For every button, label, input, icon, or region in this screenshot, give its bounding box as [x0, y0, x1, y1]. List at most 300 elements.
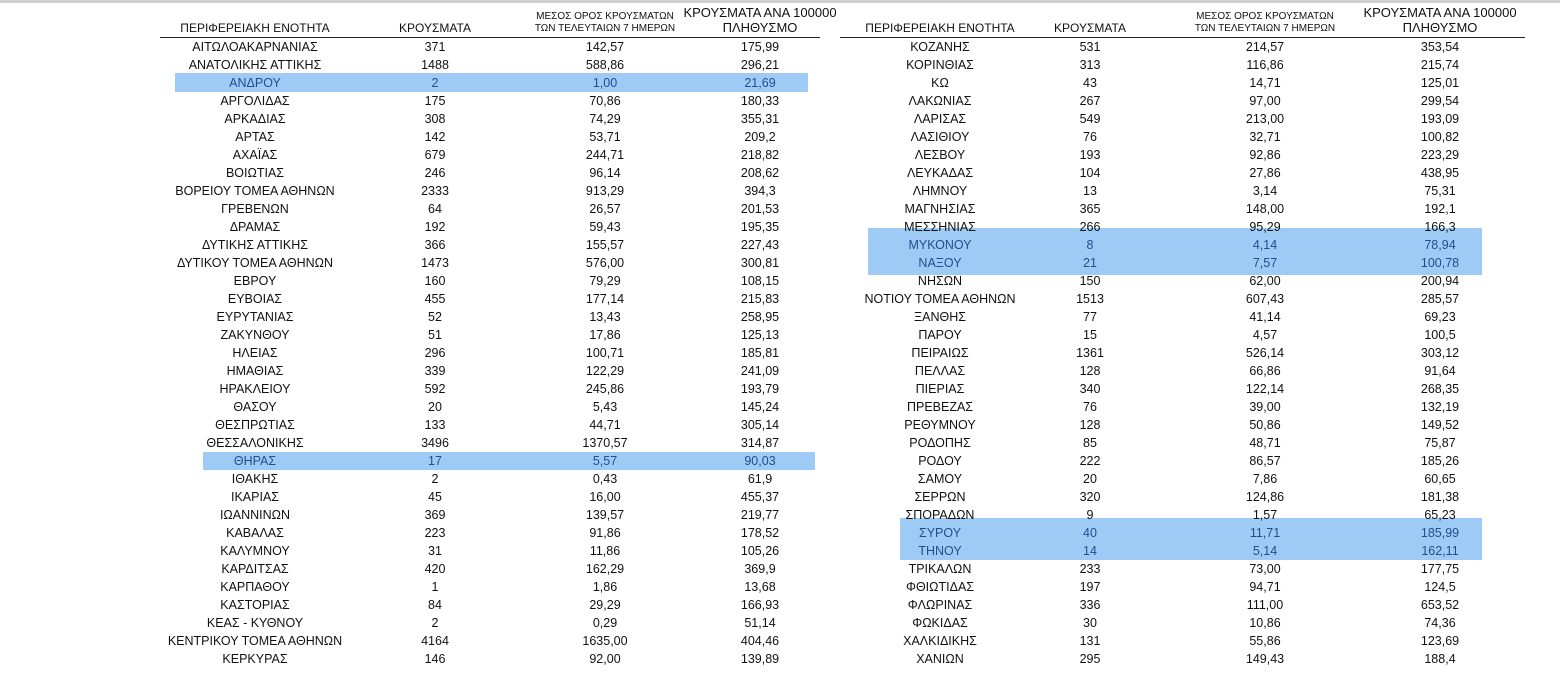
cell-per100k: 195,35: [740, 220, 780, 234]
table-row: [140, 146, 840, 164]
cell-region: ΛΗΜΝΟΥ: [912, 184, 968, 198]
cell-region: ΞΑΝΘΗΣ: [914, 310, 966, 324]
cell-cases: 1513: [1076, 292, 1104, 306]
cell-per100k: 296,21: [740, 58, 780, 72]
cell-per100k: 149,52: [1420, 418, 1460, 432]
cell-avg: 29,29: [589, 598, 621, 612]
cell-per100k: 100,5: [1424, 328, 1456, 342]
cell-per100k: 355,31: [740, 112, 780, 126]
cell-per100k: 166,93: [740, 598, 780, 612]
cell-cases: 76: [1083, 130, 1097, 144]
cell-per100k: 123,69: [1420, 634, 1460, 648]
cell-region: ΘΕΣΠΡΩΤΙΑΣ: [215, 418, 295, 432]
cell-avg: 55,86: [1249, 634, 1281, 648]
table-row: [840, 470, 1540, 488]
cell-cases: 336: [1079, 598, 1101, 612]
cell-per100k: 124,5: [1424, 580, 1456, 594]
table-row: [840, 380, 1540, 398]
cell-cases: 14: [1083, 544, 1097, 558]
cell-region: ΙΚΑΡΙΑΣ: [230, 490, 280, 504]
cell-cases: 4164: [421, 634, 449, 648]
header-cases: ΚΡΟΥΣΜΑΤΑ: [1054, 21, 1126, 35]
cell-per100k: 21,69: [744, 76, 776, 90]
cell-cases: 679: [424, 148, 446, 162]
cell-avg: 11,71: [1249, 526, 1281, 540]
cell-per100k: 178,52: [740, 526, 780, 540]
table-row: [140, 398, 840, 416]
cell-region: ΚΩ: [931, 76, 949, 90]
cell-cases: 1473: [421, 256, 449, 270]
table-row: [140, 110, 840, 128]
table-row: [840, 560, 1540, 578]
cell-per100k: 75,31: [1424, 184, 1456, 198]
left-table-body: [140, 38, 840, 668]
cell-avg: 177,14: [585, 292, 625, 306]
table-row: [840, 164, 1540, 182]
table-row: [140, 200, 840, 218]
cell-avg: 62,00: [1249, 274, 1281, 288]
cell-cases: 133: [424, 418, 446, 432]
cell-cases: 531: [1079, 40, 1101, 54]
cell-avg: 17,86: [589, 328, 621, 342]
cell-region: ΑΡΚΑΔΙΑΣ: [224, 112, 286, 126]
cell-cases: 17: [428, 454, 442, 468]
table-row: [140, 416, 840, 434]
cell-avg: 86,57: [1249, 454, 1281, 468]
cell-cases: 3496: [421, 436, 449, 450]
table-row: [140, 92, 840, 110]
cell-cases: 131: [1079, 634, 1101, 648]
cell-avg: 1,00: [592, 76, 618, 90]
cell-cases: 146: [424, 652, 446, 666]
cell-avg: 11,86: [589, 544, 621, 558]
cell-cases: 31: [428, 544, 442, 558]
cell-cases: 51: [428, 328, 442, 342]
table-row: [140, 632, 840, 650]
table-row: [140, 272, 840, 290]
table-row: [840, 128, 1540, 146]
cell-per100k: 181,38: [1420, 490, 1460, 504]
cell-per100k: 201,53: [740, 202, 780, 216]
header-avg-line2: ΤΩΝ ΤΕΛΕΥΤΑΙΩΝ 7 ΗΜΕΡΩΝ: [534, 23, 676, 34]
cell-per100k: 125,01: [1420, 76, 1460, 90]
cell-region: ΕΥΒΟΙΑΣ: [227, 292, 283, 306]
cell-per100k: 65,23: [1424, 508, 1456, 522]
header-cases: ΚΡΟΥΣΜΑΤΑ: [399, 21, 471, 35]
cell-avg: 116,86: [1246, 58, 1284, 72]
cell-per100k: 60,65: [1424, 472, 1456, 486]
cell-region: ΗΜΑΘΙΑΣ: [226, 364, 284, 378]
cell-cases: 371: [424, 40, 446, 54]
cell-region: ΠΑΡΟΥ: [918, 328, 962, 342]
cell-cases: 266: [1079, 220, 1101, 234]
cell-per100k: 653,52: [1420, 598, 1460, 612]
cell-cases: 296: [424, 346, 446, 360]
cell-avg: 0,29: [592, 616, 618, 630]
cell-cases: 13: [1083, 184, 1097, 198]
table-row: [140, 362, 840, 380]
cell-avg: 149,43: [1245, 652, 1285, 666]
cell-region: ΓΡΕΒΕΝΩΝ: [221, 202, 289, 216]
cell-per100k: 353,54: [1420, 40, 1460, 54]
cell-per100k: 185,26: [1420, 454, 1460, 468]
cell-region: ΑΡΓΟΛΙΔΑΣ: [220, 94, 290, 108]
cell-cases: 308: [424, 112, 446, 126]
cell-avg: 3,14: [1252, 184, 1278, 198]
cell-per100k: 218,82: [740, 148, 780, 162]
table-row: [840, 434, 1540, 452]
cell-per100k: 404,46: [740, 634, 780, 648]
table-row: [840, 506, 1540, 524]
cell-cases: 43: [1083, 76, 1097, 90]
cell-region: ΙΘΑΚΗΣ: [231, 472, 279, 486]
cell-per100k: 219,77: [740, 508, 780, 522]
table-row: [140, 218, 840, 236]
table-row: [840, 236, 1540, 254]
cell-region: ΑΝΑΤΟΛΙΚΗΣ ΑΤΤΙΚΗΣ: [188, 58, 322, 72]
cell-per100k: 200,94: [1420, 274, 1460, 288]
table-row: [140, 452, 840, 470]
cell-cases: 365: [1079, 202, 1101, 216]
cell-cases: 592: [424, 382, 446, 396]
cell-avg: 1370,57: [582, 436, 628, 450]
cell-cases: 339: [424, 364, 446, 378]
cell-per100k: 132,19: [1420, 400, 1460, 414]
cell-avg: 59,43: [589, 220, 621, 234]
cell-region: ΚΑΡΔΙΤΣΑΣ: [221, 562, 289, 576]
cell-per100k: 223,29: [1420, 148, 1460, 162]
cell-per100k: 285,57: [1420, 292, 1460, 306]
cell-avg: 44,71: [589, 418, 621, 432]
cell-cases: 76: [1083, 400, 1097, 414]
right-table: [840, 0, 1540, 676]
cell-cases: 9: [1086, 508, 1094, 522]
table-row: [140, 128, 840, 146]
table-row: [840, 254, 1540, 272]
table-row: [840, 524, 1540, 542]
cell-avg: 155,57: [585, 238, 625, 252]
left-table-header: [140, 0, 840, 38]
cell-avg: 92,00: [589, 652, 621, 666]
cell-region: ΚΑΣΤΟΡΙΑΣ: [220, 598, 290, 612]
cell-per100k: 208,62: [740, 166, 780, 180]
cell-per100k: 74,36: [1424, 616, 1456, 630]
header-per100k-line2: ΠΛΗΘΥΣΜΟ: [722, 20, 798, 35]
cell-cases: 20: [1083, 472, 1097, 486]
cell-per100k: 303,12: [1420, 346, 1460, 360]
cell-cases: 85: [1083, 436, 1097, 450]
table-row: [140, 470, 840, 488]
cell-cases: 8: [1086, 238, 1094, 252]
table-row: [140, 380, 840, 398]
cell-per100k: 215,74: [1420, 58, 1460, 72]
cell-avg: 7,57: [1252, 256, 1278, 270]
cell-avg: 148,00: [1245, 202, 1285, 216]
table-row: [840, 92, 1540, 110]
cell-cases: 222: [1079, 454, 1101, 468]
cell-cases: 52: [428, 310, 442, 324]
table-row: [140, 326, 840, 344]
table-row: [840, 146, 1540, 164]
cell-region: ΧΑΝΙΩΝ: [916, 652, 964, 666]
cell-avg: 66,86: [1249, 364, 1281, 378]
cell-region: ΣΠΟΡΑΔΩΝ: [905, 508, 975, 522]
cell-avg: 588,86: [585, 58, 625, 72]
table-row: [840, 200, 1540, 218]
cell-avg: 74,29: [589, 112, 621, 126]
cell-avg: 244,71: [585, 148, 625, 162]
cell-avg: 5,57: [592, 454, 618, 468]
cell-cases: 246: [424, 166, 446, 180]
cell-avg: 111,00: [1246, 598, 1284, 612]
table-row: [140, 182, 840, 200]
cell-region: ΣΥΡΟΥ: [918, 526, 962, 540]
cell-cases: 84: [428, 598, 442, 612]
cell-region: ΚΑΡΠΑΘΟΥ: [220, 580, 290, 594]
cell-per100k: 125,13: [740, 328, 780, 342]
cell-per100k: 185,81: [740, 346, 780, 360]
table-row: [840, 578, 1540, 596]
cell-per100k: 75,87: [1424, 436, 1456, 450]
cell-avg: 124,86: [1245, 490, 1285, 504]
cell-region: ΠΡΕΒΕΖΑΣ: [906, 400, 974, 414]
cell-avg: 7,86: [1252, 472, 1278, 486]
cell-per100k: 215,83: [740, 292, 780, 306]
table-row: [140, 488, 840, 506]
cell-avg: 53,71: [589, 130, 621, 144]
cell-per100k: 145,24: [740, 400, 780, 414]
cell-per100k: 78,94: [1424, 238, 1456, 252]
header-avg-line1: ΜΕΣΟΣ ΟΡΟΣ ΚΡΟΥΣΜΑΤΩΝ: [536, 11, 674, 22]
cell-cases: 549: [1079, 112, 1101, 126]
cell-avg: 122,29: [585, 364, 625, 378]
header-region: ΠΕΡΙΦΕΡΕΙΑΚΗ ΕΝΟΤΗΤΑ: [865, 21, 1015, 35]
cell-cases: 20: [428, 400, 442, 414]
cell-region: ΚΟΡΙΝΘΙΑΣ: [906, 58, 974, 72]
cell-cases: 40: [1083, 526, 1097, 540]
cell-avg: 1,86: [592, 580, 618, 594]
table-row: [840, 398, 1540, 416]
cell-region: ΔΥΤΙΚΗΣ ΑΤΤΙΚΗΣ: [202, 238, 308, 252]
cell-region: ΡΟΔΟΠΗΣ: [909, 436, 971, 450]
cell-region: ΔΡΑΜΑΣ: [229, 220, 281, 234]
cell-region: ΧΑΛΚΙΔΙΚΗΣ: [903, 634, 977, 648]
table-row: [840, 272, 1540, 290]
cell-region: ΝΑΞΟΥ: [918, 256, 962, 270]
cell-per100k: 192,1: [1424, 202, 1456, 216]
cell-avg: 14,71: [1249, 76, 1281, 90]
table-row: [140, 236, 840, 254]
table-row: [140, 524, 840, 542]
cell-per100k: 438,95: [1420, 166, 1460, 180]
table-row: [840, 182, 1540, 200]
cell-region: ΜΕΣΣΗΝΙΑΣ: [904, 220, 976, 234]
cell-cases: 369: [424, 508, 446, 522]
cell-avg: 73,00: [1249, 562, 1281, 576]
cell-region: ΑΧΑΪΑΣ: [232, 148, 278, 162]
table-row: [840, 650, 1540, 668]
cell-avg: 92,86: [1249, 148, 1281, 162]
cell-cases: 233: [1079, 562, 1101, 576]
cell-avg: 13,43: [589, 310, 621, 324]
table-row: [140, 254, 840, 272]
cell-cases: 30: [1083, 616, 1097, 630]
cell-cases: 1488: [421, 58, 449, 72]
cell-per100k: 188,4: [1424, 652, 1456, 666]
cell-per100k: 61,9: [747, 472, 773, 486]
table-row: [840, 542, 1540, 560]
cell-cases: 21: [1083, 256, 1097, 270]
cell-region: ΗΛΕΙΑΣ: [232, 346, 278, 360]
cell-cases: 160: [424, 274, 446, 288]
table-row: [840, 614, 1540, 632]
header-region: ΠΕΡΙΦΕΡΕΙΑΚΗ ΕΝΟΤΗΤΑ: [180, 21, 330, 35]
cell-avg: 213,00: [1245, 112, 1285, 126]
cell-per100k: 91,64: [1424, 364, 1456, 378]
cell-cases: 320: [1079, 490, 1101, 504]
table-row: [840, 308, 1540, 326]
cell-per100k: 100,78: [1420, 256, 1460, 270]
cell-region: ΑΝΔΡΟΥ: [229, 76, 281, 90]
cell-region: ΤΗΝΟΥ: [918, 544, 962, 558]
table-row: [140, 56, 840, 74]
table-row: [140, 38, 840, 56]
cell-avg: 4,57: [1252, 328, 1278, 342]
header-per100k-line1: ΚΡΟΥΣΜΑΤΑ ΑΝΑ 100000: [1363, 5, 1517, 20]
cell-avg: 27,86: [1249, 166, 1281, 180]
table-row: [840, 416, 1540, 434]
cell-region: ΠΙΕΡΙΑΣ: [915, 382, 965, 396]
cell-region: ΠΕΛΛΑΣ: [914, 364, 966, 378]
cell-cases: 1361: [1076, 346, 1104, 360]
table-row: [140, 542, 840, 560]
cell-region: ΕΒΡΟΥ: [233, 274, 277, 288]
cell-region: ΜΑΓΝΗΣΙΑΣ: [904, 202, 976, 216]
cell-per100k: 268,35: [1420, 382, 1460, 396]
cell-avg: 32,71: [1249, 130, 1281, 144]
cell-avg: 48,71: [1249, 436, 1281, 450]
cell-cases: 128: [1079, 364, 1101, 378]
cell-avg: 122,14: [1245, 382, 1285, 396]
cell-cases: 2: [431, 76, 439, 90]
table-row: [140, 344, 840, 362]
cell-region: ΚΕΡΚΥΡΑΣ: [222, 652, 288, 666]
cell-region: ΔΥΤΙΚΟΥ ΤΟΜΕΑ ΑΘΗΝΩΝ: [176, 256, 334, 270]
cell-region: ΖΑΚΥΝΘΟΥ: [220, 328, 290, 342]
cell-avg: 4,14: [1252, 238, 1278, 252]
table-row: [840, 110, 1540, 128]
cell-region: ΕΥΡΥΤΑΝΙΑΣ: [216, 310, 294, 324]
cell-region: ΒΟΙΩΤΙΑΣ: [225, 166, 285, 180]
header-per100k-line2: ΠΛΗΘΥΣΜΟ: [1402, 20, 1478, 35]
cell-region: ΛΑΣΙΘΙΟΥ: [910, 130, 970, 144]
cell-per100k: 193,09: [1420, 112, 1460, 126]
cell-cases: 128: [1079, 418, 1101, 432]
table-row: [840, 596, 1540, 614]
cell-avg: 1,57: [1252, 508, 1278, 522]
cell-avg: 97,00: [1249, 94, 1281, 108]
left-table: [140, 0, 840, 676]
table-row: [840, 290, 1540, 308]
table-row: [140, 434, 840, 452]
cell-region: ΛΑΡΙΣΑΣ: [913, 112, 967, 126]
cell-per100k: 69,23: [1424, 310, 1456, 324]
cell-cases: 2: [431, 616, 439, 630]
cell-avg: 162,29: [585, 562, 625, 576]
cell-avg: 26,57: [589, 202, 621, 216]
cell-region: ΦΛΩΡΙΝΑΣ: [907, 598, 973, 612]
table-row: [140, 308, 840, 326]
cell-avg: 913,29: [585, 184, 625, 198]
cell-cases: 313: [1079, 58, 1101, 72]
cell-region: ΡΟΔΟΥ: [918, 454, 962, 468]
cell-avg: 79,29: [589, 274, 621, 288]
cell-cases: 77: [1083, 310, 1097, 324]
cell-avg: 100,71: [585, 346, 625, 360]
cell-per100k: 177,75: [1420, 562, 1460, 576]
cell-region: ΚΕΑΣ - ΚΥΘΝΟΥ: [206, 616, 304, 630]
cell-avg: 576,00: [585, 256, 625, 270]
cell-per100k: 166,3: [1424, 220, 1456, 234]
cell-avg: 96,14: [589, 166, 621, 180]
cell-per100k: 227,43: [740, 238, 780, 252]
cell-cases: 1: [431, 580, 439, 594]
cell-per100k: 258,95: [740, 310, 780, 324]
cell-region: ΚΑΛΥΜΝΟΥ: [220, 544, 290, 558]
cell-region: ΘΑΣΟΥ: [233, 400, 277, 414]
cell-region: ΜΥΚΟΝΟΥ: [908, 238, 972, 252]
cell-per100k: 193,79: [740, 382, 780, 396]
cell-per100k: 314,87: [740, 436, 780, 450]
cell-per100k: 369,9: [744, 562, 776, 576]
cell-per100k: 100,82: [1420, 130, 1460, 144]
cell-cases: 193: [1079, 148, 1101, 162]
cell-region: ΤΡΙΚΑΛΩΝ: [908, 562, 972, 576]
cell-cases: 2: [431, 472, 439, 486]
cell-per100k: 51,14: [744, 616, 776, 630]
cell-region: ΚΕΝΤΡΙΚΟΥ ΤΟΜΕΑ ΑΘΗΝΩΝ: [167, 634, 343, 648]
cell-per100k: 175,99: [740, 40, 780, 54]
right-table-body: [840, 38, 1540, 668]
table-row: [840, 488, 1540, 506]
cell-cases: 295: [1079, 652, 1101, 666]
cell-avg: 607,43: [1245, 292, 1285, 306]
cell-cases: 420: [424, 562, 446, 576]
cell-per100k: 394,3: [744, 184, 776, 198]
cell-cases: 366: [424, 238, 446, 252]
header-per100k-line1: ΚΡΟΥΣΜΑΤΑ ΑΝΑ 100000: [683, 5, 837, 20]
table-row: [840, 56, 1540, 74]
cell-cases: 104: [1079, 166, 1101, 180]
cell-cases: 15: [1083, 328, 1097, 342]
table-row: [140, 290, 840, 308]
cell-region: ΛΕΥΚΑΔΑΣ: [906, 166, 974, 180]
cell-region: ΠΕΙΡΑΙΩΣ: [911, 346, 969, 360]
cell-region: ΣΕΡΡΩΝ: [914, 490, 966, 504]
cell-per100k: 455,37: [740, 490, 780, 504]
cell-cases: 455: [424, 292, 446, 306]
cell-cases: 340: [1079, 382, 1101, 396]
cell-region: ΡΕΘΥΜΝΟΥ: [904, 418, 976, 432]
cell-avg: 91,86: [589, 526, 621, 540]
cell-avg: 1635,00: [582, 634, 628, 648]
table-row: [840, 218, 1540, 236]
cell-region: ΘΗΡΑΣ: [233, 454, 277, 468]
cell-region: ΚΑΒΑΛΑΣ: [226, 526, 284, 540]
cell-avg: 139,57: [585, 508, 625, 522]
cell-avg: 41,14: [1249, 310, 1281, 324]
cell-per100k: 13,68: [744, 580, 776, 594]
